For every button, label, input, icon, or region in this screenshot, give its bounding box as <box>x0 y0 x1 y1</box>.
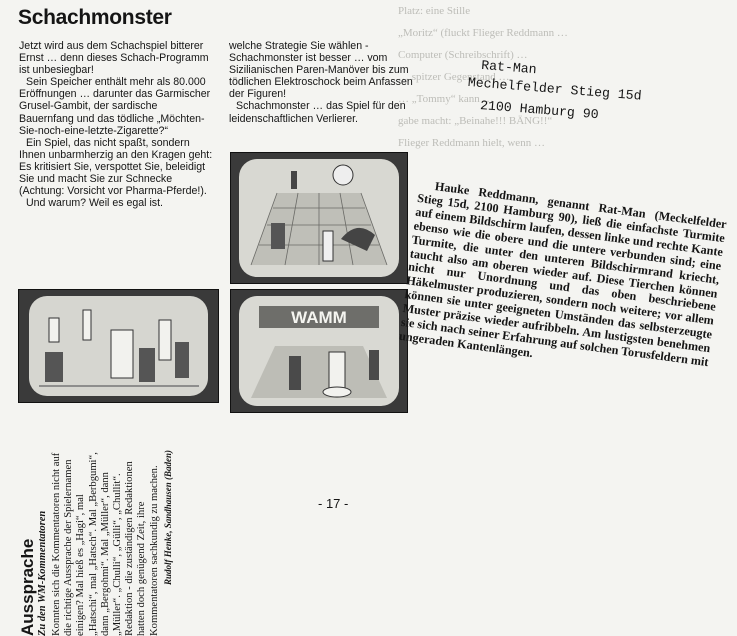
wamm-caption: WAMM <box>291 308 347 327</box>
paragraph: Und warum? Weil es egal ist. <box>26 197 163 210</box>
paragraph: Ein Spiel, das nicht spaßt, sondern Ihnen unbarmherzig an den Kragen geht: Es kritisiert Sie, verspottet Sie, beleidigt Sie und macht Sie zur Schnecke (Achtung: Vorsicht vor Pharma-Pferde!). <box>19 136 213 198</box>
page-number: - 17 - <box>318 496 349 511</box>
address-line: Rat-Man <box>480 57 538 78</box>
bleed-line: … spitzer Gegenstand … <box>398 71 510 83</box>
paragraph: Jetzt wird aus dem Schachspiel bitterer Ernst … denn dieses Schach-Programm ist unbesiegbar! <box>19 40 209 77</box>
bleed-line: „Moritz“ (fluckt Flieger Reddmann … <box>398 27 568 39</box>
paragraph: welche Strategie Sie wählen - Schachmonster ist besser … vom Sizilianischen Paren-Manöver bis zum tödlichen Elektroschock beim Anfassen der Figuren! <box>229 40 413 101</box>
address-line: 2100 Hamburg 90 <box>479 97 600 123</box>
letter-signature: Rudolf Henke, Sandhausen (Baden) <box>162 450 173 586</box>
clipping-text: Hauke Reddmann, genannt Rat-Man (Meckelfelder Stieg 15d, 2100 Hamburg 90), ließ die einfachste Turmite auf einem Bildschirm laufen, dessen linke und rechte Kante ebenso wie die obere und die untere verbunden sind; eine Turmite, die unter den unteren Bildschirmrand kriecht, taucht also am oberen wieder auf. Diese Tierchen können nicht nur Unordnung und das oben beschriebene Häkelmuster produzieren, sondern noch weitere; vor allem können sie unter geeigneten Umständen das selbsterzeugte Muster präzise wieder aufribbeln. Am lustigsten benehmen sie sich nach seiner Erfahrung auf solchen Torusfeldern mit ungeraden Kantenlängen. <box>398 179 728 370</box>
letter-body: Konnten sich die Kommentatoren nicht auf die richtige Aussprache der Spielernamen einigen? Mal hieß es „Hagi“, mal „Hatschi“, mal „Hatsch“. Mal „Berbgumi“, dann „Bergohmi“. Mal „Müller“, dann „Müller“. „Chulli“, „Gülli“, „Chullit“. Redaktion - die zuständigen Redaktionen hatten doch genügend Zeit, ihre Kommentatoren sachkundig zu machen. <box>51 452 160 636</box>
chess-screen-illustration <box>231 153 407 283</box>
newspaper-clipping <box>382 178 727 508</box>
bleed-line: Flieger Reddmann hielt, wenn … <box>398 137 545 149</box>
article-headline: Schachmonster <box>18 6 172 29</box>
paragraph: Schachmonster … das Spiel für den leidenschaftlichen Verlierer. <box>229 100 406 125</box>
letter-title: Aussprache <box>18 538 37 636</box>
bleed-line: Computer (Schreibschrift) … <box>398 49 528 61</box>
aussprache-letter <box>18 450 238 636</box>
address-line: Mechelfelder Stieg 15d <box>467 74 643 104</box>
bleed-line: … „Tommy“ kann … <box>398 93 494 105</box>
screenshot-photo-1 <box>230 152 408 284</box>
chess-screen-illustration <box>19 290 218 402</box>
screenshot-photo-2 <box>18 289 219 403</box>
article-column-2 <box>229 40 414 125</box>
paragraph: Sein Speicher enthält mehr als 80.000 Eröffnungen … darunter das Garmischer Grusel-Gambit, der sardische Bauernfang und das tödliche „Möchten-Sie-noch-eine-letzte-Zigarette?“ <box>19 76 211 137</box>
screenshot-photo-3 <box>230 289 408 413</box>
letter-subtitle: Zu den WM-Kommentatoren <box>37 510 48 636</box>
bleed-line: Platz: eine Stille <box>398 5 471 17</box>
bleed-line: gabe macht: „Beinahe!!! BÄNG!!“ <box>398 115 553 127</box>
article-column-1 <box>19 40 215 209</box>
chess-screen-illustration <box>231 290 407 412</box>
